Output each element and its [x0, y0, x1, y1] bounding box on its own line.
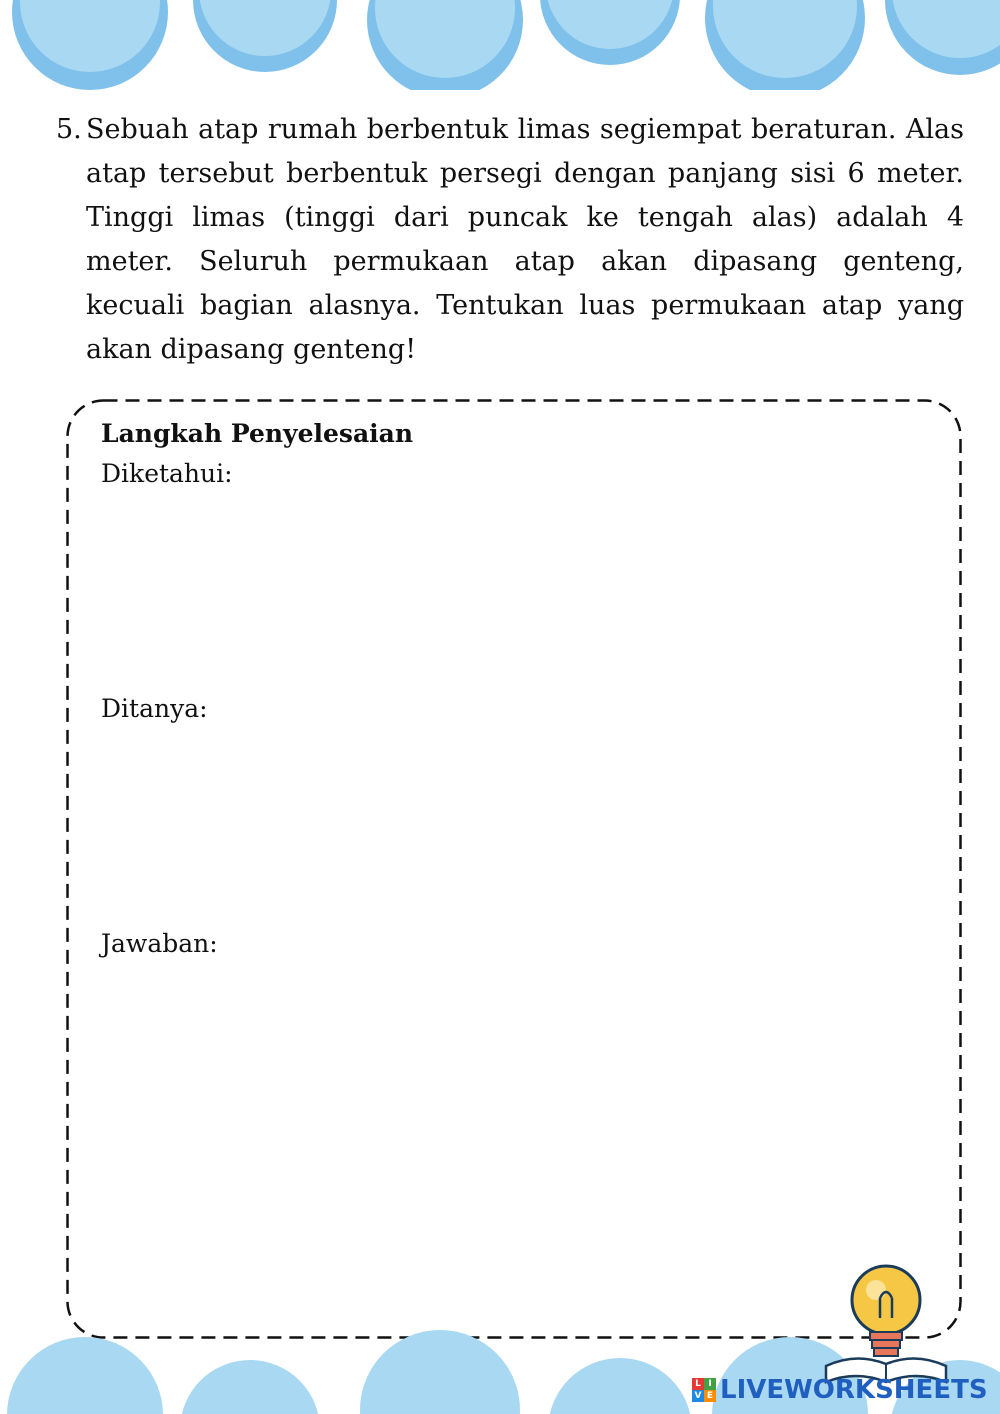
asked-label: Ditanya:	[101, 694, 208, 723]
brand-name: LIVEWORKSHEETS	[720, 1375, 988, 1405]
brand-mark-letter: L	[692, 1378, 704, 1390]
liveworksheets-logo	[692, 1374, 992, 1406]
brand-mark-letter: E	[704, 1390, 716, 1402]
brand-mark-letter: I	[704, 1378, 716, 1390]
brand-mark-icon	[692, 1378, 716, 1402]
answer-box	[66, 399, 962, 1339]
cloud-border-top	[0, 0, 1000, 90]
question-number: 5.	[56, 114, 82, 145]
known-label: Diketahui:	[101, 459, 233, 488]
brand-mark-letter: V	[692, 1390, 704, 1402]
question-text: Sebuah atap rumah berbentuk limas segiempat beraturan. Alas atap tersebut berbentuk persegi dengan panjang sisi 6 meter. Tinggi limas (tinggi dari puncak ke tengah alas) adalah 4 meter. Seluruh permukaan atap akan dipasang genteng, kecuali bagian alasnya. Tentukan luas permukaan atap yang akan dipasang genteng!	[86, 114, 964, 365]
answer-label: Jawaban:	[101, 929, 218, 958]
dashed-border	[66, 399, 962, 1339]
lightbulb-book-icon	[818, 1258, 958, 1388]
question-block	[56, 108, 964, 372]
solution-steps-title: Langkah Penyelesaian	[101, 419, 414, 448]
